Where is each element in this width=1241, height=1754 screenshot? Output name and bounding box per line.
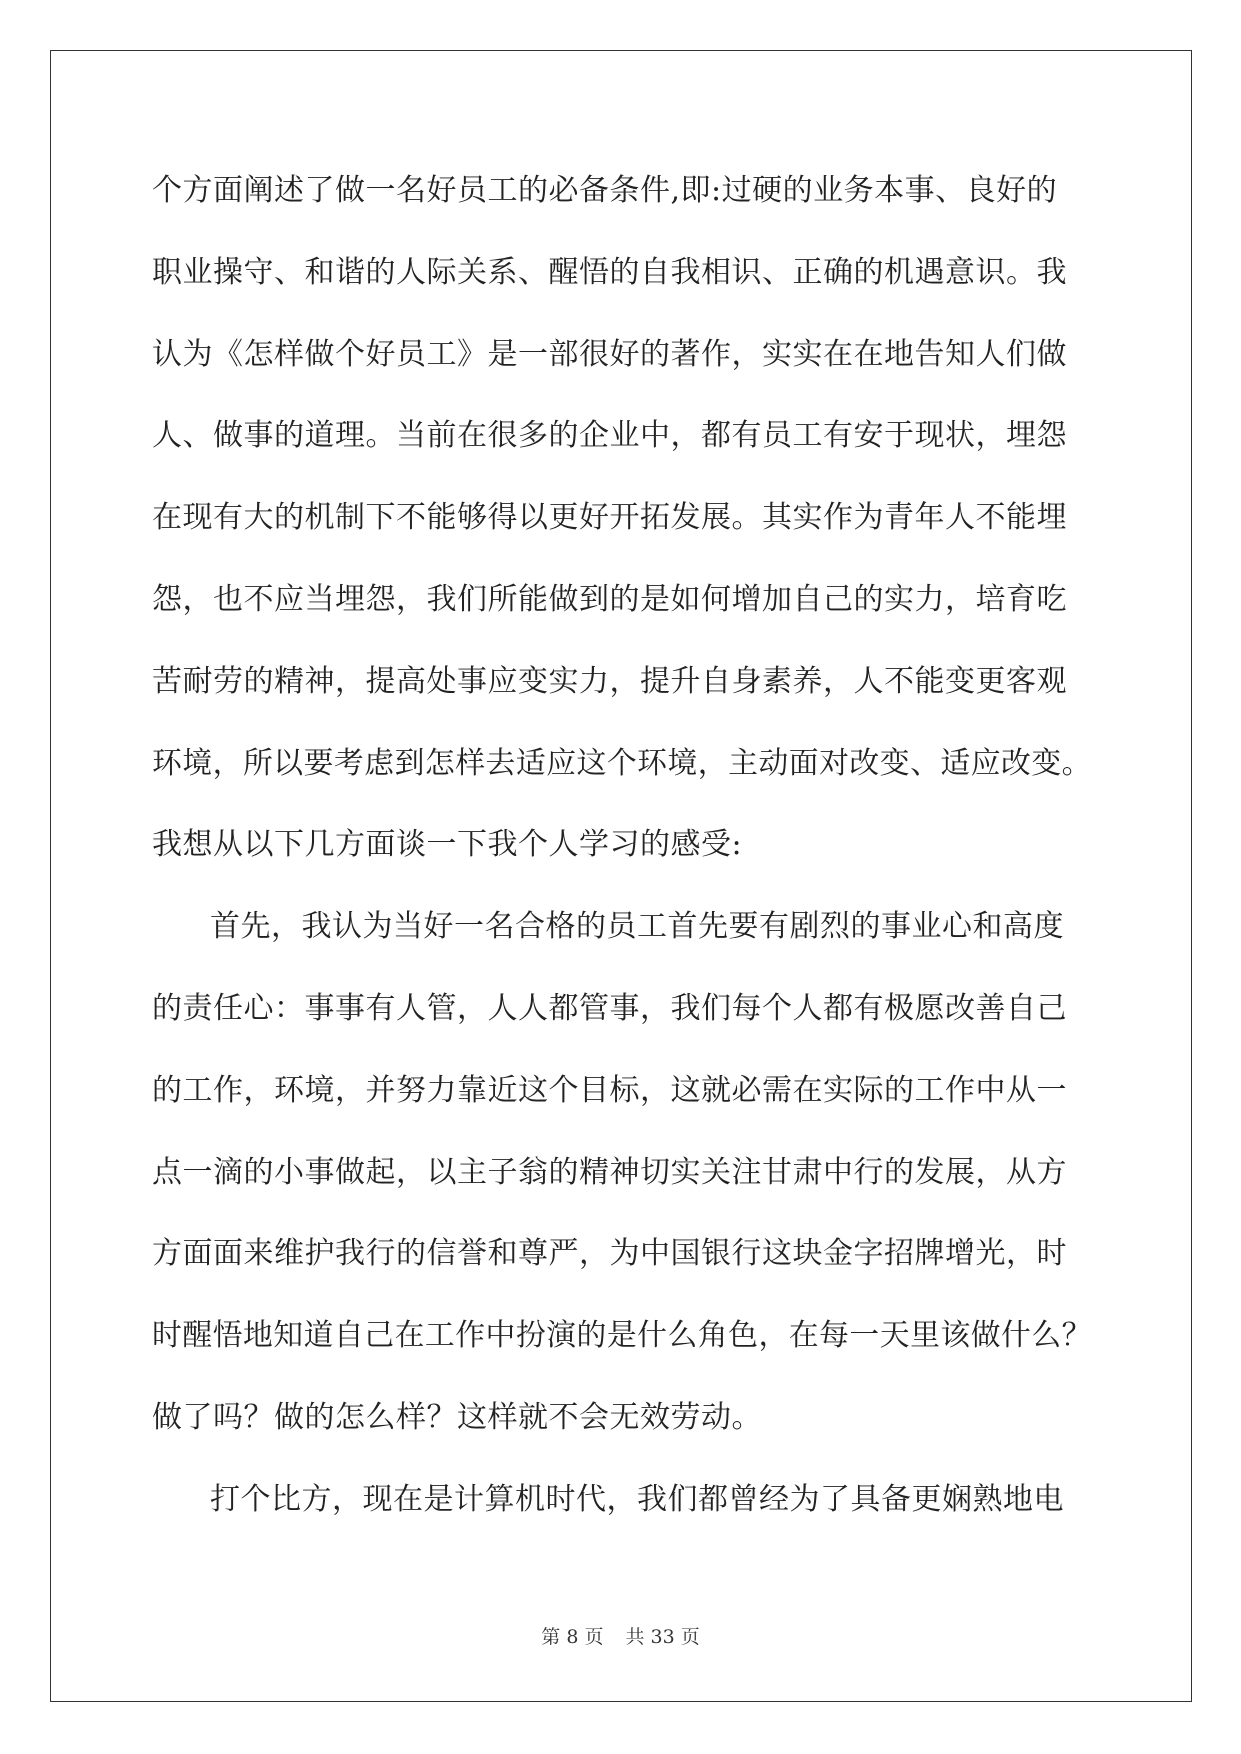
text-line: 时醒悟地知道自己在工作中扮演的是什么角色，在每一天里该做什么？ bbox=[152, 1318, 1092, 1354]
page-total: 共 33 页 bbox=[625, 1626, 700, 1648]
document-body bbox=[152, 150, 1092, 1541]
text-line: 做了吗？做的怎么样？这样就不会无效劳动。 bbox=[152, 1399, 762, 1435]
text-line: 方面面来维护我行的信誉和尊严，为中国银行这块金字招牌增光，时 bbox=[152, 1236, 1067, 1272]
text-line: 怨，也不应当埋怨，我们所能做到的是如何增加自己的实力，培育吃 bbox=[152, 581, 1067, 617]
text-line: 点一滴的小事做起，以主子翁的精神切实关注甘肃中行的发展，从方 bbox=[152, 1154, 1067, 1190]
paragraph-first-line: 打个比方，现在是计算机时代，我们都曾经为了具备更娴熟地电 bbox=[210, 1481, 1064, 1517]
text-line: 在现有大的机制下不能够得以更好开拓发展。其实作为青年人不能埋 bbox=[152, 500, 1067, 536]
text-line: 个方面阐述了做一名好员工的必备条件,即:过硬的业务本事、良好的 bbox=[152, 173, 1058, 208]
text-line: 人、做事的道理。当前在很多的企业中，都有员工有安于现状，埋怨 bbox=[152, 418, 1067, 454]
text-line: 苦耐劳的精神，提高处事应变实力，提升自身素养，人不能变更客观 bbox=[152, 663, 1067, 699]
page-number: 第 8 页 bbox=[541, 1626, 604, 1648]
text-line: 我想从以下几方面谈一下我个人学习的感受: bbox=[152, 827, 743, 863]
page-footer bbox=[0, 1622, 1241, 1649]
text-line: 职业操守、和谐的人际关系、醒悟的自我相识、正确的机遇意识。我 bbox=[152, 254, 1067, 290]
paragraph-first-line: 首先，我认为当好一名合格的员工首先要有剧烈的事业心和高度 bbox=[210, 909, 1064, 945]
text-line: 认为《怎样做个好员工》是一部很好的著作，实实在在地告知人们做 bbox=[152, 336, 1067, 372]
text-line: 环境，所以要考虑到怎样去适应这个环境，主动面对改变、适应改变。 bbox=[152, 745, 1092, 781]
text-line: 的工作，环境，并努力靠近这个目标，这就必需在实际的工作中从一 bbox=[152, 1072, 1067, 1108]
text-line: 的责任心：事事有人管，人人都管事，我们每个人都有极愿改善自己 bbox=[152, 990, 1067, 1026]
